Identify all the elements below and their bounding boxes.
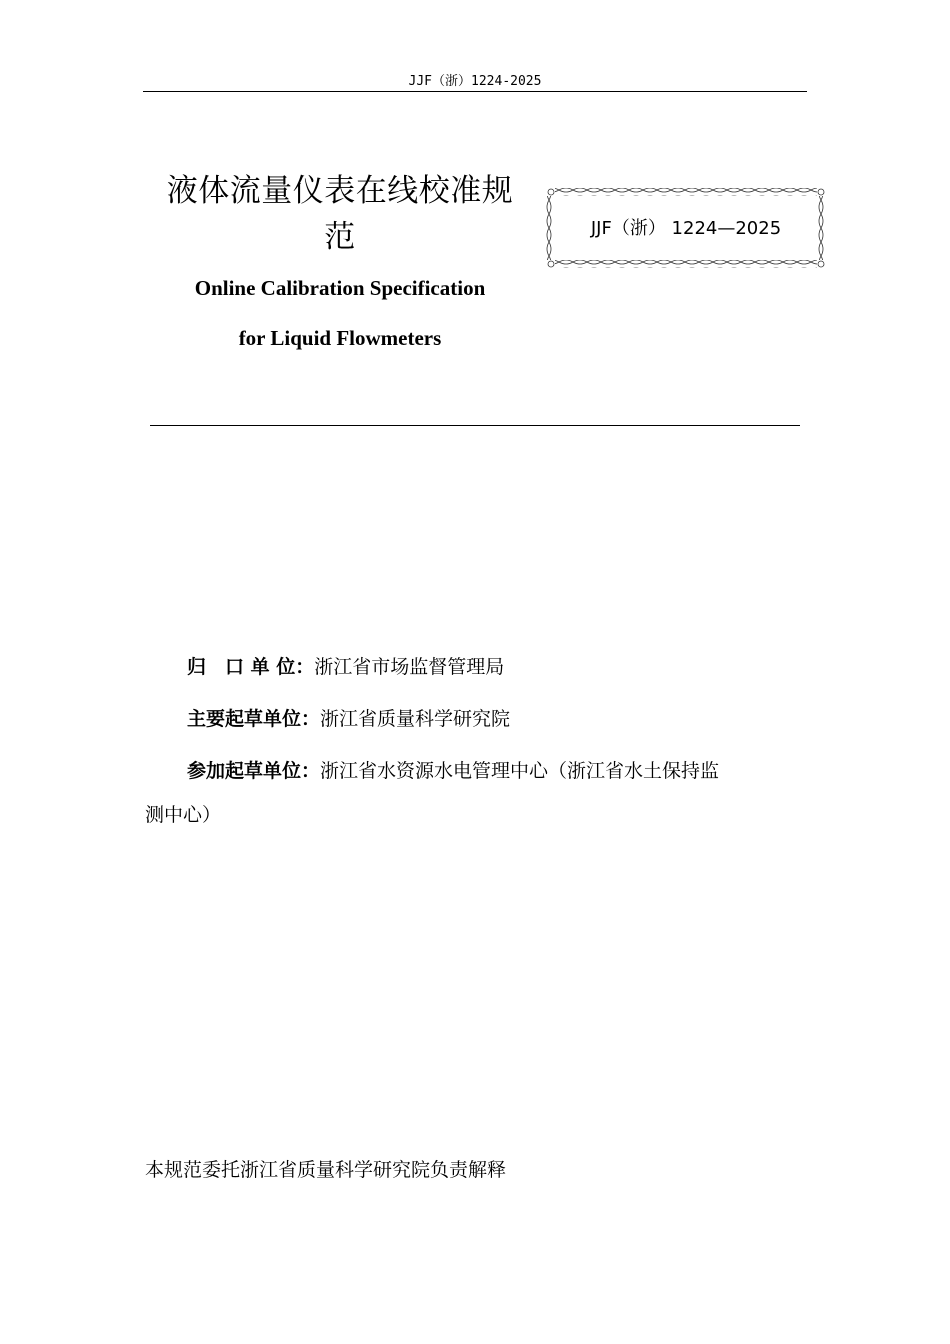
title-chinese-line-1: 液体流量仪表在线校准规 <box>166 173 514 209</box>
title-english-line-2: for Liquid Flowmeters <box>238 326 442 350</box>
main-drafting-unit-row <box>187 704 510 731</box>
main-drafting-unit-value: 浙江省质量科学研究院 <box>320 708 511 730</box>
participating-unit-label: 参加起草单位： <box>187 760 321 782</box>
title-chinese <box>140 168 540 260</box>
header-rule <box>143 91 807 92</box>
standard-code-box <box>545 186 827 270</box>
title-chinese-line-2: 范 <box>324 219 356 255</box>
main-drafting-unit-label: 主要起草单位： <box>187 708 321 730</box>
running-header-code: JJF（浙）1224-2025 <box>408 74 542 89</box>
participating-unit-value-continued: 测中心） <box>145 804 222 826</box>
title-english-line-1: Online Calibration Specification <box>194 276 486 300</box>
responsible-unit-value: 浙江省市场监督管理局 <box>314 656 505 678</box>
responsible-unit-label: 归 口 单 位： <box>187 656 315 678</box>
interpretation-note: 本规范委托浙江省质量科学研究院负责解释 <box>145 1159 507 1181</box>
participating-unit-value: 浙江省水资源水电管理中心（浙江省水土保持监 <box>320 760 720 782</box>
standard-code: JJF（浙） 1224—2025 <box>590 218 782 239</box>
participating-unit-row <box>187 756 719 783</box>
title-rule <box>150 425 800 426</box>
responsible-unit-row <box>187 652 504 679</box>
